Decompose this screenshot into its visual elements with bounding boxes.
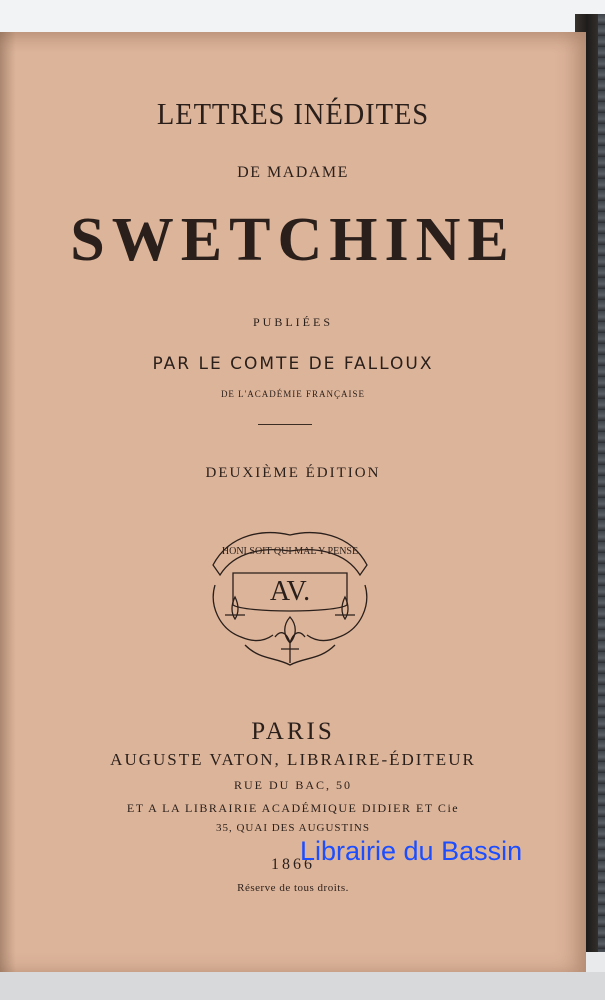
binding-edge bbox=[598, 14, 605, 952]
published-label: PUBLIÉES bbox=[252, 315, 333, 329]
emblem-monogram: AV. bbox=[269, 576, 311, 607]
imprint-publisher: AUGUSTE VATON, LIBRAIRE-ÉDITEUR bbox=[110, 750, 476, 769]
imprint-co-address: 35, QUAI DES AUGUSTINS bbox=[215, 822, 370, 834]
imprint-address: RUE DU BAC, 50 bbox=[233, 778, 352, 792]
main-title-name: SWETCHINE bbox=[70, 206, 516, 274]
author-affiliation: DE L'ACADÉMIE FRANÇAISE bbox=[220, 389, 366, 399]
divider-rule bbox=[258, 424, 312, 425]
background-bottom bbox=[0, 972, 605, 1000]
emblem-motto: HONI SOIT QUI MAL Y PENSE bbox=[221, 546, 359, 557]
title-line-1: LETTRES INÉDITES bbox=[156, 96, 430, 131]
edition-label: DEUXIÈME ÉDITION bbox=[205, 465, 381, 481]
publisher-emblem bbox=[205, 525, 375, 670]
rights-notice: Réserve de tous droits. bbox=[237, 882, 349, 894]
fleur-de-lis-icon bbox=[275, 617, 305, 663]
imprint-year: 1866 bbox=[271, 856, 315, 873]
watermark-text: Librairie du Bassin bbox=[300, 836, 523, 866]
imprint-co-publisher: ET A LA LIBRAIRIE ACADÉMIQUE DIDIER ET Cie bbox=[126, 801, 460, 815]
imprint-city: PARIS bbox=[251, 718, 335, 745]
title-line-2: DE MADAME bbox=[237, 164, 349, 181]
author-byline: PAR LE COMTE DE FALLOUX bbox=[152, 354, 434, 374]
